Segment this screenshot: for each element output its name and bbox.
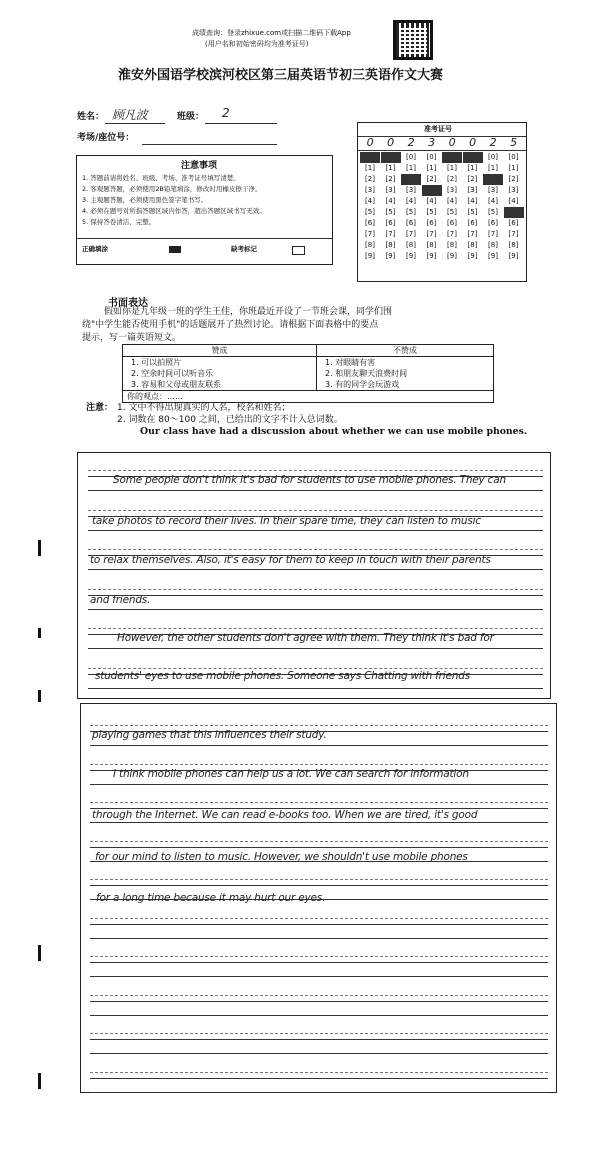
ticket-bubble[interactable]: [2] <box>365 175 375 183</box>
ticket-bubble[interactable]: [4] <box>365 197 375 205</box>
class-value: 2 <box>222 106 230 120</box>
ticket-bubble[interactable]: [3] <box>365 186 375 194</box>
ruled-line <box>90 924 548 925</box>
ticket-bubble[interactable]: [6] <box>426 219 437 227</box>
agree-item: 2. 空余时间可以听音乐 <box>131 369 214 378</box>
ticket-bubble[interactable]: [6] <box>385 219 396 227</box>
ticket-bubble[interactable]: [6] <box>488 219 498 227</box>
ticket-bubble[interactable]: [9] <box>467 252 478 260</box>
ruled-line <box>90 802 548 803</box>
ticket-bubble-column <box>381 152 401 262</box>
scan-mark <box>38 945 41 961</box>
filled-mark-icon <box>169 246 181 253</box>
ticket-bubble-column <box>463 152 483 262</box>
ticket-bubble[interactable]: [9] <box>385 252 396 260</box>
ruled-line <box>90 784 548 785</box>
essay-line: through the Internet. We can read e-books too. When we are tired, it's good <box>92 809 478 821</box>
ticket-column <box>463 136 483 149</box>
essay-line: to relax themselves. Also, it's easy for them to keep in touch with their parents <box>90 554 491 566</box>
ticket-digit: 5 <box>510 136 517 149</box>
ticket-label: 准考证号 <box>424 125 452 133</box>
ticket-bubble[interactable]: [7] <box>365 230 375 238</box>
ruled-line <box>88 470 543 471</box>
ticket-bubble[interactable]: [4] <box>406 197 416 205</box>
ruled-line <box>90 885 548 886</box>
ticket-bubble[interactable]: [6] <box>365 219 375 227</box>
scan-mark <box>38 540 41 556</box>
ruled-line <box>90 745 548 746</box>
ticket-bubble[interactable]: [4] <box>447 197 457 205</box>
score-query-line: 成绩查询：登录zhixue.com或扫描二维码下载App <box>192 29 351 37</box>
ruled-line <box>90 822 548 823</box>
ticket-bubble[interactable]: [9] <box>365 252 375 260</box>
section-title: 书面表达 <box>108 298 148 309</box>
ticket-digit: 2 <box>489 136 497 149</box>
ticket-bubble[interactable]: [7] <box>467 230 478 238</box>
ticket-bubble[interactable]: [4] <box>488 197 498 205</box>
ticket-bubble-column <box>401 152 421 262</box>
ticket-bubble[interactable]: [5] <box>467 208 478 216</box>
ticket-bubble[interactable]: [8] <box>508 241 519 249</box>
ticket-bubble[interactable]: [7] <box>508 230 519 238</box>
ticket-bubble[interactable]: [8] <box>426 241 437 249</box>
ticket-bubble[interactable]: [6] <box>508 219 519 227</box>
ruled-line <box>90 1078 548 1079</box>
ruled-line <box>90 847 548 848</box>
ticket-bubble[interactable]: [1] <box>365 164 375 172</box>
ruled-line <box>90 1072 548 1073</box>
ticket-bubble-column <box>504 152 524 262</box>
ruled-line <box>88 510 543 511</box>
ticket-bubble[interactable]: [3] <box>385 186 396 194</box>
ruled-line <box>88 628 543 629</box>
ruled-line <box>90 1001 548 1002</box>
absent-mark-label: 缺考标记 <box>231 245 257 253</box>
ruled-line <box>90 918 548 919</box>
ticket-digit: 0 <box>469 136 476 149</box>
ticket-bubble[interactable]: [9] <box>488 252 498 260</box>
ticket-bubble[interactable]: [8] <box>467 241 478 249</box>
ticket-bubble[interactable]: [1] <box>488 164 498 172</box>
ruled-line <box>88 688 543 689</box>
essay-line: students' eyes to use mobile phones. Someone says Chatting with friends <box>95 670 470 682</box>
ticket-bubble[interactable]: [6] <box>406 219 416 227</box>
ticket-bubble[interactable]: [7] <box>426 230 437 238</box>
ticket-bubble[interactable]: [7] <box>385 230 396 238</box>
ticket-bubble[interactable]: [5] <box>365 208 375 216</box>
ticket-bubble[interactable]: [5] <box>488 208 498 216</box>
qr-code <box>393 20 433 60</box>
ruled-line <box>90 725 548 726</box>
ticket-bubble[interactable]: [4] <box>426 197 437 205</box>
disagree-item: 1. 对眼睛有害 <box>325 358 376 367</box>
notes-box <box>76 155 333 265</box>
prompt-line-1: 假如你是九年级一班的学生王佳，你班最近开设了一节班会课，同学们围 <box>104 307 393 317</box>
opinion-table <box>122 344 494 403</box>
ticket-bubble[interactable]: [8] <box>365 241 375 249</box>
ticket-column <box>360 136 380 149</box>
ticket-bubble[interactable]: [7] <box>406 230 416 238</box>
ticket-bubble[interactable]: [2] <box>385 175 396 183</box>
ticket-column <box>442 136 462 149</box>
ticket-bubble[interactable]: [1] <box>447 164 457 172</box>
ticket-digit: 0 <box>448 136 456 149</box>
ticket-bubble-column <box>442 152 462 262</box>
ruled-line <box>88 530 543 531</box>
ticket-bubble[interactable]: [6] <box>447 219 457 227</box>
ticket-bubble[interactable]: [2] <box>467 175 478 183</box>
ticket-bubble[interactable]: [1] <box>426 164 437 172</box>
page-title: 淮安外国语学校滨河校区第三届英语节初三英语作文大赛 <box>118 68 444 83</box>
agree-item: 3. 容易和父母或朋友联系 <box>131 380 222 389</box>
essay-line: playing games that this influences their study. <box>92 729 327 741</box>
ticket-bubble[interactable]: [3] <box>422 185 442 196</box>
given-sentence: Our class have had a discussion about whether we can use mobile phones. <box>140 426 528 437</box>
ticket-bubble[interactable]: [2] <box>447 175 457 183</box>
ticket-column <box>401 136 421 149</box>
ticket-bubble[interactable]: [1] <box>385 164 396 172</box>
ticket-bubble[interactable]: [5] <box>447 208 457 216</box>
ticket-bubble[interactable]: [2] <box>426 175 437 183</box>
seat-label: 考场/座位号： <box>77 133 135 143</box>
essay-line: for our mind to listen to music. However, we shouldn't use mobile phones <box>95 851 468 863</box>
ticket-bubble[interactable]: [1] <box>406 164 416 172</box>
ticket-bubble[interactable]: [2] <box>483 174 503 185</box>
essay-line: However, the other students don't agree with them. They think it's bad for <box>117 632 494 644</box>
ticket-bubble[interactable]: [0] <box>488 153 498 161</box>
ticket-bubble[interactable]: [3] <box>447 186 457 194</box>
ticket-column <box>381 136 401 149</box>
ticket-bubble[interactable]: [0] <box>381 152 401 163</box>
disagree-item: 2. 和朋友聊天浪费时间 <box>325 369 408 378</box>
disagree-header: 不赞成 <box>317 345 494 357</box>
notes-item: 1. 答题前请将姓名、班级、考场、准考证号填写清楚。 <box>82 174 240 182</box>
ticket-bubble[interactable]: [9] <box>406 252 416 260</box>
ticket-bubble[interactable]: [1] <box>508 164 519 172</box>
ruled-line <box>88 569 543 570</box>
essay-line: take photos to record their lives. In their spare time, they can listen to music <box>92 515 481 527</box>
ticket-bubble[interactable]: [9] <box>426 252 437 260</box>
ruled-line <box>90 1039 548 1040</box>
essay-line: Some people don't think it's bad for students to use mobile phones. They can <box>113 474 506 486</box>
ticket-bubble[interactable]: [2] <box>401 174 421 185</box>
agree-item: 1. 可以拍照片 <box>131 358 182 367</box>
ruled-line <box>90 1092 548 1093</box>
ruled-line <box>90 995 548 996</box>
your-view: 你的观点：…… <box>123 391 494 403</box>
ticket-bubble-column <box>422 152 442 262</box>
ticket-column <box>483 136 503 149</box>
ticket-bubble[interactable]: [4] <box>508 197 519 205</box>
notice-2: 2. 词数在 80～100 之间，已给出的文字不计入总词数。 <box>117 415 343 425</box>
ticket-bubble[interactable]: [8] <box>406 241 416 249</box>
ruled-line <box>90 1033 548 1034</box>
essay-line: I think mobile phones can help us a lot. We can search for information <box>113 768 469 780</box>
essay-line: and friends. <box>90 594 151 606</box>
prompt-line-2: 绕"中学生能否使用手机"的话题展开了热烈讨论。请根据下面表格中的要点 <box>82 320 379 330</box>
ticket-bubble[interactable]: [2] <box>508 175 519 183</box>
ticket-bubble[interactable]: [3] <box>467 186 478 194</box>
correct-fill-label: 正确填涂 <box>82 245 108 253</box>
score-query-subline: (用户名和初始密码均为准考证号) <box>205 40 309 48</box>
ticket-bubble[interactable]: [5] <box>426 208 437 216</box>
ruled-line <box>88 595 543 596</box>
ticket-digit: 0 <box>387 136 394 149</box>
ruled-line <box>90 1015 548 1016</box>
scan-mark <box>38 628 41 638</box>
ticket-digit: 2 <box>407 136 415 149</box>
ticket-bubble[interactable]: [9] <box>447 252 457 260</box>
ticket-bubble[interactable]: [5] <box>385 208 396 216</box>
ruled-line <box>90 764 548 765</box>
ticket-bubble[interactable]: [0] <box>508 153 519 161</box>
agree-header: 赞成 <box>123 345 317 357</box>
ticket-bubble[interactable]: [6] <box>467 219 478 227</box>
ticket-bubble[interactable]: [8] <box>488 241 498 249</box>
scan-mark <box>38 690 41 702</box>
ticket-digit: 3 <box>428 136 435 149</box>
ticket-bubble[interactable]: [3] <box>406 186 416 194</box>
name-value: 顾凡波 <box>112 108 148 122</box>
ruled-line <box>88 549 543 550</box>
essay-line: for a long time because it may hurt our eyes. <box>96 892 326 904</box>
ruled-line <box>90 938 548 939</box>
ticket-column <box>504 136 524 149</box>
ticket-bubble[interactable]: [5] <box>504 207 524 218</box>
ticket-bubble[interactable]: [0] <box>360 152 380 163</box>
ruled-line <box>90 956 548 957</box>
notes-item: 2. 客观题答题，必须使用2B铅笔填涂，修改时用橡皮擦干净。 <box>82 185 262 193</box>
notes-item: 5. 保持答卷清洁、完整。 <box>82 218 156 226</box>
ticket-bubble[interactable]: [0] <box>442 152 462 163</box>
notes-item: 4. 必须在题号对所指答题区域内作答，超出答题区域书写无效。 <box>82 207 266 215</box>
ticket-bubble[interactable]: [0] <box>426 153 437 161</box>
ticket-bubble[interactable]: [3] <box>488 186 498 194</box>
ticket-bubble[interactable]: [8] <box>447 241 457 249</box>
ruled-line <box>90 841 548 842</box>
ruled-line <box>88 589 543 590</box>
notes-heading: 注意事项 <box>181 161 218 171</box>
scan-mark <box>38 1073 41 1089</box>
ticket-bubble[interactable]: [4] <box>385 197 396 205</box>
ticket-bubble[interactable]: [0] <box>463 152 483 163</box>
ruled-line <box>88 648 543 649</box>
ruled-line <box>90 976 548 977</box>
ruled-line <box>90 1053 548 1054</box>
ticket-bubble-column <box>483 152 503 262</box>
notice-label: 注意： <box>86 403 114 413</box>
ticket-bubble[interactable]: [9] <box>508 252 519 260</box>
ticket-bubble[interactable]: [1] <box>467 164 478 172</box>
prompt-line-3: 提示，写一篇英语短文。 <box>82 333 182 343</box>
notice-1: 1. 文中不得出现真实的人名，校名和姓名； <box>117 403 291 413</box>
ruled-line <box>88 668 543 669</box>
disagree-item: 3. 有的同学会玩游戏 <box>325 380 400 389</box>
ruled-line <box>90 962 548 963</box>
name-label: 姓名： <box>77 112 105 122</box>
ruled-line <box>88 609 543 610</box>
ticket-digit: 0 <box>366 136 374 149</box>
ticket-bubble[interactable]: [4] <box>467 197 478 205</box>
ticket-column <box>422 136 442 149</box>
ticket-bubble[interactable]: [3] <box>508 186 519 194</box>
ruled-line <box>88 490 543 491</box>
ticket-bubble-column <box>360 152 380 262</box>
ticket-bubble[interactable]: [7] <box>447 230 457 238</box>
ticket-bubble[interactable]: [0] <box>406 153 416 161</box>
class-label: 班级： <box>177 112 205 122</box>
ticket-bubble[interactable]: [7] <box>488 230 498 238</box>
absent-checkbox[interactable] <box>292 246 305 255</box>
ticket-bubble[interactable]: [8] <box>385 241 396 249</box>
notes-item: 3. 主观题答题，必须使用黑色签字笔书写。 <box>82 196 208 204</box>
ticket-bubble[interactable]: [5] <box>406 208 416 216</box>
ruled-line <box>90 879 548 880</box>
